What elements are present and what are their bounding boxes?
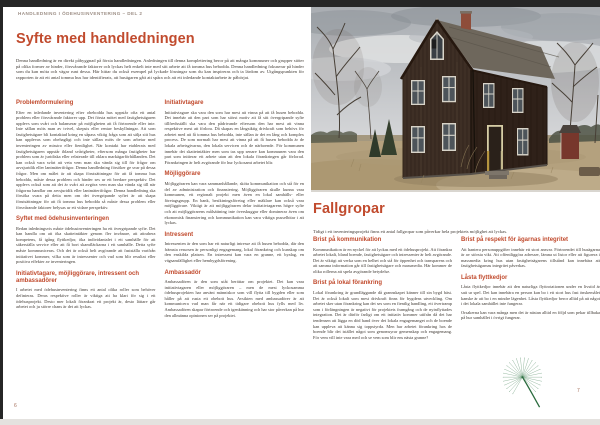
section-mojliggorare — [165, 171, 305, 225]
section-body-2: Orsakerna kan vara många men det är nästan alltid en följd som pekar tillbaka på hur samhället i övrigt fungerar. — [461, 309, 600, 321]
section-problemformulering — [16, 100, 156, 210]
section-body: Initiativtagare ska vara den som har mest att vinna på att få husen bebodda. Det innebär att den part som har störst motiv att få sitt övergripande syfte tillfredsställt ska vara den pådrivande eftersom den har mest att vinna respektive mest att förlora. Då skapas en långsiktig drivkraft som behövs för arbetet med att få tomma hus bebodda, inte sällan är det en lång och komplex process. De som normalt har mest att vinna på att få husen bebodda är de lokala arbetsgivarna, den lokala servicen och de närboende. För kommunen innebär det skatteintäkter men som tas upp senare kan kommunen vara den part som initierar ett arbete utan att den lokala förankringen går förlorad. Förankringen är helt avgörande för hur lyckosamt arbetet blir. — [164, 109, 304, 165]
bottom-border — [0, 419, 600, 425]
section-heading: Initiativtagare — [164, 100, 204, 106]
house-photo-illustration — [311, 7, 600, 192]
page-number-left: 6 — [14, 403, 17, 409]
right-page-columns — [313, 237, 600, 346]
top-border — [0, 0, 600, 7]
section-heading: Brist på kommunikation — [313, 237, 382, 243]
section-body: Ambassadören är den som utåt berättar om projektet. Det kan vara initiativtagaren eller möjliggöraren – men de mest lyckosamma ödehusprojekten har använt människor som vill flytta till bygden eller som håller på att rusta ett obebott hus. Avsikten med ambassadörer är att kommunicera vad man får när ett tidigare obebott hus fylls med liv. Ambassadören skapar förtroende och igenkänning och har stor påverkan på hur den allmänna opinionen ser på projektet. — [164, 279, 304, 318]
abandoned-house-photo — [311, 7, 600, 192]
section-body: I arbetet med ödehusinventering finns ett antal olika roller som behöver definieras. Deras respektive roller är viktiga att ha klart för sig i ett ödehusprojekt. Desto mer lokalt förankrat ett projekt är, desto lättare går arbetet och ju större chans är det att lyckas. — [16, 287, 156, 310]
section-body: Låsta flyttkedjor innebär att den naturliga flyttrotationen under en livstid är satt ur spel. Det kan innebära en person kan bo i ett stort hus fast önskemålet kanske är att bo i en mindre lägenhet. Låsta flyttkedjor beror alltid på att något i det lokala samhället inte fungerar. — [461, 284, 600, 307]
page-title-right: Fallgropar — [313, 201, 385, 217]
section-heading: Låsta flyttkedjor — [461, 274, 508, 281]
section-heading: Problemformulering — [16, 100, 74, 106]
section-body: Efter en inledande inventering efter obebodda hus uppstår ofta ett antal problem eller försvårande faktorer upp. Det första mötet med fastighetsägaren upplevs som svårt och balanserar på möjligheten att få förtroende eller inte. Inte sällan möts man av tvivel, skepsis eller rentav beskyllningar. Att som fastighetsägare bli kontaktad kring en såpass viktig fråga som att sälja sitt hus kan upplevas som obehagligt och inte sällan möts de som arbetar med inventeringen av misstro eller fientlighet. När kontakt har etablerats med fastighetsägaren uppstår ibland svårigheter, eftersom många fastigheter har problem som är juridiska eller relaterade till oklara markägarförhållanden. Det kan också vara svårt att veta vem man ska vända sig till för frågor om arvsjuridik eller lantmäterifrågor. Denna handledning försöker ge svar på dessa frågor. Men om målet är att skapa förutsättningar för att få tomma hus bebodda, måste dessa problem och hinder ses ur ett bredare perspektiv. Det upplevs också som att det är svårt att avgöra vem man ska vända sig till när frågorna handlar om arvsjuridik eller lantmäterifrågor. Denna handledning ska försöka svara på detta men om det övergripande syftet är att skapa förutsättningar för att få tomma hus bebodda så måste dessa problem eller försvårande faktorer belysas ur ett vidare perspektiv. — [16, 109, 156, 210]
section-body: Lokal förankring är grundläggande då grannskapet känner till sin bygd bäst. Det är också lokalt som mest drivkraft finns för bygdens utveckling. Om arbetet sker utan förankring kan det ses som en fientlig handling, ett övertramp som i förlängningen är negativt för projektets framgång och de nyinflyttades integration. Det är därför farligt om ett initiativ kommer utifrån då det har tendensen att lägga en död hand över det lokala engagemanget och de boende kan uppleva att känna sig toppstyrda. Men har arbetet förankring hos de boende blir det istället något som genomsyrar gemenskap och engagemang. För vem vill inte vara med och se vem som blir ens nästa granne? — [313, 289, 452, 340]
section-lasta-flyttkedjor — [461, 275, 600, 321]
section-intressent — [165, 232, 305, 264]
section-body: Möjliggöraren kan vara sammanhållande, sköta kommunikation och stå för en del av administration och finansiering. Möjliggöraren skulle kunna vara kommunen, ett regionalt projekt men även en lokal samhälls- eller företagsgrupp. En bank, besiktningsföretag eller mäklare kan också vara möjliggörare. Viktigt är att möjliggöraren delar initiativtagarens högre syfte och att möjliggörarens målsättning inte överskuggar eller dominerar även om ekonomisk finansiering och kommunikation kan vara viktiga pusselbitar i att lyckas. — [164, 180, 304, 226]
left-intro-paragraph: Denna handledning är en direkt påbyggnad på första handledningen. Anledningen till denna komplettering beror på att många kommuner och grupper stöter på olika former av hinder, försvårande faktorer och lyckas helt enkelt inte med sitt arbete att få tomma hus bebodda. Denna handledning fokuserar på hinder som du kan möta och vägar runt dessa. Här hittar du också exempel på lyckade lösningar som du kan inspireras och ta lärdom av. Utgångspunkten för rapporten är att ett antal tomma hus har identifierats, att husägaren gått att spåra och att ett inledande kontaktarbete är påbörjat. — [16, 57, 304, 81]
section-brist-pa-lokal-forankring — [313, 280, 452, 340]
section-initiativtagare — [165, 100, 305, 165]
section-heading: Brist på respekt för ägarnas integritet — [461, 237, 569, 243]
section-heading: Intressent — [164, 231, 194, 238]
section-body: Att hantera personuppgifter innebär ett stort ansvar. Förtroendet till husägarna är av största vikt. Att offentliggöra adresser, lämna ut listor eller att figurera i massmedia kring hus utan fastighetsägarens tillstånd kan innebära att fastighetsägarnas integritet påverkas. — [461, 246, 600, 269]
section-heading: Initiativtagare, möjliggörare, intressent och ambassadörer — [16, 270, 140, 284]
section-body: Kommunikation är en nyckel för att lyckas med ett ödehusprojekt. Att förankra arbetet lokalt, bland boende, fastighetsägare och intressenter är helt avgörande. Det är viktigt att verka som en helhet och stå för öppenhet och transparens och att samma information går till fastighetsägare och massmedia. Här kommer de olika rollerna att spela avgörande betydelse. — [313, 246, 452, 274]
section-heading: Syftet med ödehusinventeringen — [16, 216, 110, 223]
section-syftet-med-odehusinventeringen — [16, 216, 156, 265]
page-number-right: 7 — [577, 388, 580, 394]
section-body: Intressenten är den som har ett naturligt intresse att få husen bebodda, där den främsta resursen är personligt engagemang, lokal förankring och kunskap om den enskilda platsen. En intressent kan vara en granne, ett byalag, en vägsamfällighet eller hembygdsförening. — [164, 241, 304, 263]
dandelion-illustration — [493, 350, 559, 410]
section-kicker: HANDLEDNING I ÖDEHUSINVENTERING – DEL 2 — [18, 11, 143, 16]
section-ambassador — [165, 270, 305, 319]
page-title-left: Syfte med handledningen — [16, 31, 195, 47]
left-column-2 — [165, 100, 305, 324]
section-heading: Brist på lokal förankring — [313, 280, 383, 287]
right-column-2 — [461, 237, 600, 346]
right-intro-paragraph: Tidigt i ett inventeringsprojekt finns ett antal fallgropar som påverkar hela projektets möjlighet att lyckas. — [313, 228, 508, 234]
left-page-columns — [16, 100, 304, 324]
section-heading: Ambassadör — [164, 269, 201, 276]
section-heading: Möjliggörare — [164, 171, 201, 178]
right-column-1 — [313, 237, 452, 346]
section-roller — [16, 271, 156, 310]
left-column-1 — [16, 100, 156, 324]
section-body: Redan inledningsvis måste ödehusinventeringen ha ett övergripande syfte. Det kan handla om att öka skatteintäkter genom fler invånare, att attrahera kompetens, få igång flyttkedjor, öka individantalet i ett samhälle för att säkerställa service eller att få bort skamfläckarna i ett samhälle. Detta syfte måste kommuniceras. Och det är också helt avgörande att fastställa varifrån initiativet kommer, vilka som är intressenter och vad som blir resultat eller positiva effekter av inventeringen. — [16, 225, 156, 265]
left-border — [0, 0, 3, 425]
section-brist-pa-kommunikation — [313, 237, 452, 274]
dandelion-icon — [493, 350, 559, 410]
section-brist-pa-respekt — [461, 237, 600, 269]
